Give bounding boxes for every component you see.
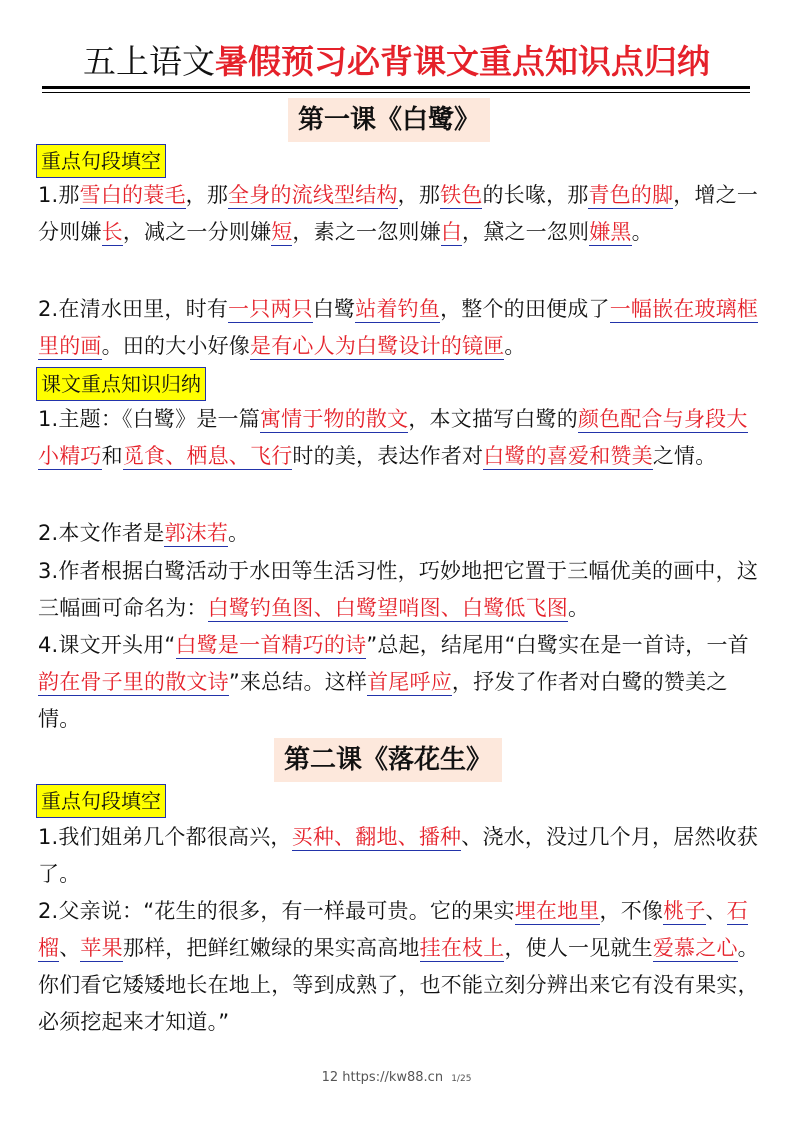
text-segment: ，使人一见就生 xyxy=(504,936,653,960)
lesson2-section-fill-in: 重点句段填空 xyxy=(36,784,166,818)
title-prefix: 五上语文 xyxy=(83,42,215,81)
page-title xyxy=(36,40,757,84)
text-segment: 1.我们姐弟几个都很高兴， xyxy=(38,825,292,849)
key-answer: 长 xyxy=(101,220,123,244)
text-segment: 和 xyxy=(101,444,123,468)
lesson1-paragraph-2 xyxy=(38,291,760,365)
text-segment: ，素之一忽则嫌 xyxy=(292,220,441,244)
key-answer: 郭沫若 xyxy=(164,521,229,545)
text-segment: ，整个的田便成了 xyxy=(440,297,610,321)
title-main: 暑假预习必背课文重点知识点归纳 xyxy=(215,42,710,81)
key-answer: 白鹭是一首精巧的诗 xyxy=(175,633,367,657)
lesson1-point-3 xyxy=(38,553,760,627)
lesson1-section-fill-in: 重点句段填空 xyxy=(36,144,166,178)
key-answer: 全身的流线型结构 xyxy=(228,183,398,207)
key-answer: 韵在骨子里的散文诗 xyxy=(38,670,229,694)
key-answer: 一幅嵌在玻璃框里的画 xyxy=(38,297,759,358)
key-answer: 首尾呼应 xyxy=(367,670,452,694)
key-answer: 石榴 xyxy=(38,899,748,960)
text-segment: ，抒发了作者对白鹭的赞美之情。 xyxy=(38,670,728,731)
text-segment: 1.那 xyxy=(38,183,80,207)
text-segment: 2.本文作者是 xyxy=(38,521,165,545)
text-segment: 之情。 xyxy=(652,444,717,468)
footer-text: 12 https://kw88.cn xyxy=(321,1070,444,1085)
text-segment: 。 xyxy=(631,220,653,244)
text-segment: 。 xyxy=(228,521,250,545)
lesson2-title: 第二课《落花生》 xyxy=(274,738,502,782)
key-answer: 雪白的蓑毛 xyxy=(79,183,186,207)
lesson1-point-2 xyxy=(38,515,760,552)
text-segment: ，那 xyxy=(185,183,229,207)
key-answer: 买种、翻地、播种 xyxy=(291,825,462,849)
text-segment: 、浇水，没过几个月，居然收获了。 xyxy=(38,825,759,886)
key-answer: 寓情于物的散文 xyxy=(259,407,409,431)
lesson1-title: 第一课《白鹭》 xyxy=(288,98,490,142)
text-segment: 的长喙，那 xyxy=(482,183,589,207)
page-footer xyxy=(0,1070,793,1085)
text-segment: 、 xyxy=(59,936,81,960)
key-answer: 挂在枝上 xyxy=(419,936,505,960)
lesson1-point-1 xyxy=(38,401,760,475)
text-segment: 2.父亲说：“花生的很多，有一样最可贵。它的果实 xyxy=(38,899,515,923)
text-segment: ，不像 xyxy=(599,899,664,923)
text-segment: 时的美，表达作者对 xyxy=(292,444,484,468)
lesson2-paragraph-2 xyxy=(38,893,760,1041)
key-answer: 铁色 xyxy=(440,183,483,207)
lesson1-section-key-points: 课文重点知识归纳 xyxy=(36,367,206,401)
key-answer: 白鹭钓鱼图、白鹭望哨图、白鹭低飞图 xyxy=(207,596,569,620)
text-segment: ，本文描写白鹭的 xyxy=(408,407,578,431)
text-segment: 白鹭 xyxy=(312,297,356,321)
key-answer: 颜色配合与身段大小精巧 xyxy=(38,407,748,468)
text-segment: 。你们看它矮矮地长在地上，等到成熟了，也不能立刻分辨出来它有没有果实，必须挖起来才知道。” xyxy=(38,936,759,1034)
lesson1-point-4 xyxy=(38,627,760,738)
text-segment: 。 xyxy=(568,596,590,620)
key-answer: 一只两只 xyxy=(228,297,313,321)
key-answer: 埋在地里 xyxy=(514,899,600,923)
text-segment: ，那 xyxy=(397,183,441,207)
text-segment: 4.课文开头用“ xyxy=(38,633,176,657)
text-segment: ”总起，结尾用“白鹭实在是一首诗，一首 xyxy=(366,633,749,657)
text-segment: 。田的大小好像 xyxy=(101,334,251,358)
lesson2-paragraph-1 xyxy=(38,819,760,893)
key-answer: 嫌黑 xyxy=(589,220,632,244)
key-answer: 白 xyxy=(440,220,463,244)
key-answer: 苹果 xyxy=(80,936,123,960)
text-segment: 、 xyxy=(705,899,727,923)
text-segment: ，黛之一忽则 xyxy=(462,220,590,244)
key-answer: 觅食、栖息、飞行 xyxy=(122,444,293,468)
key-answer: 白鹭的喜爱和赞美 xyxy=(483,444,653,468)
key-answer: 短 xyxy=(271,220,293,244)
text-segment: ”来总结。这样 xyxy=(228,670,368,694)
title-divider xyxy=(42,86,750,93)
lesson1-paragraph-1 xyxy=(38,177,760,251)
text-segment: 1.主题：《白鹭》是一篇 xyxy=(38,407,260,431)
text-segment: 2.在清水田里，时有 xyxy=(38,297,229,321)
text-segment: 3.作者根据白鹭活动于水田等生活习性，巧妙地把它置于三幅优美的画中，这三幅画可命名为： xyxy=(38,559,759,620)
text-segment: 。 xyxy=(504,334,526,358)
key-answer: 爱慕之心 xyxy=(652,936,738,960)
key-answer: 青色的脚 xyxy=(588,183,674,207)
text-segment: 那样，把鲜红嫩绿的果实高高地 xyxy=(122,936,420,960)
page-number: 1/25 xyxy=(451,1074,472,1084)
key-answer: 桃子 xyxy=(663,899,706,923)
text-segment: ，增之一分则嫌 xyxy=(38,183,759,244)
text-segment: ，减之一分则嫌 xyxy=(122,220,272,244)
key-answer: 是有心人为白鹭设计的镜匣 xyxy=(250,334,505,358)
key-answer: 站着钓鱼 xyxy=(355,297,441,321)
